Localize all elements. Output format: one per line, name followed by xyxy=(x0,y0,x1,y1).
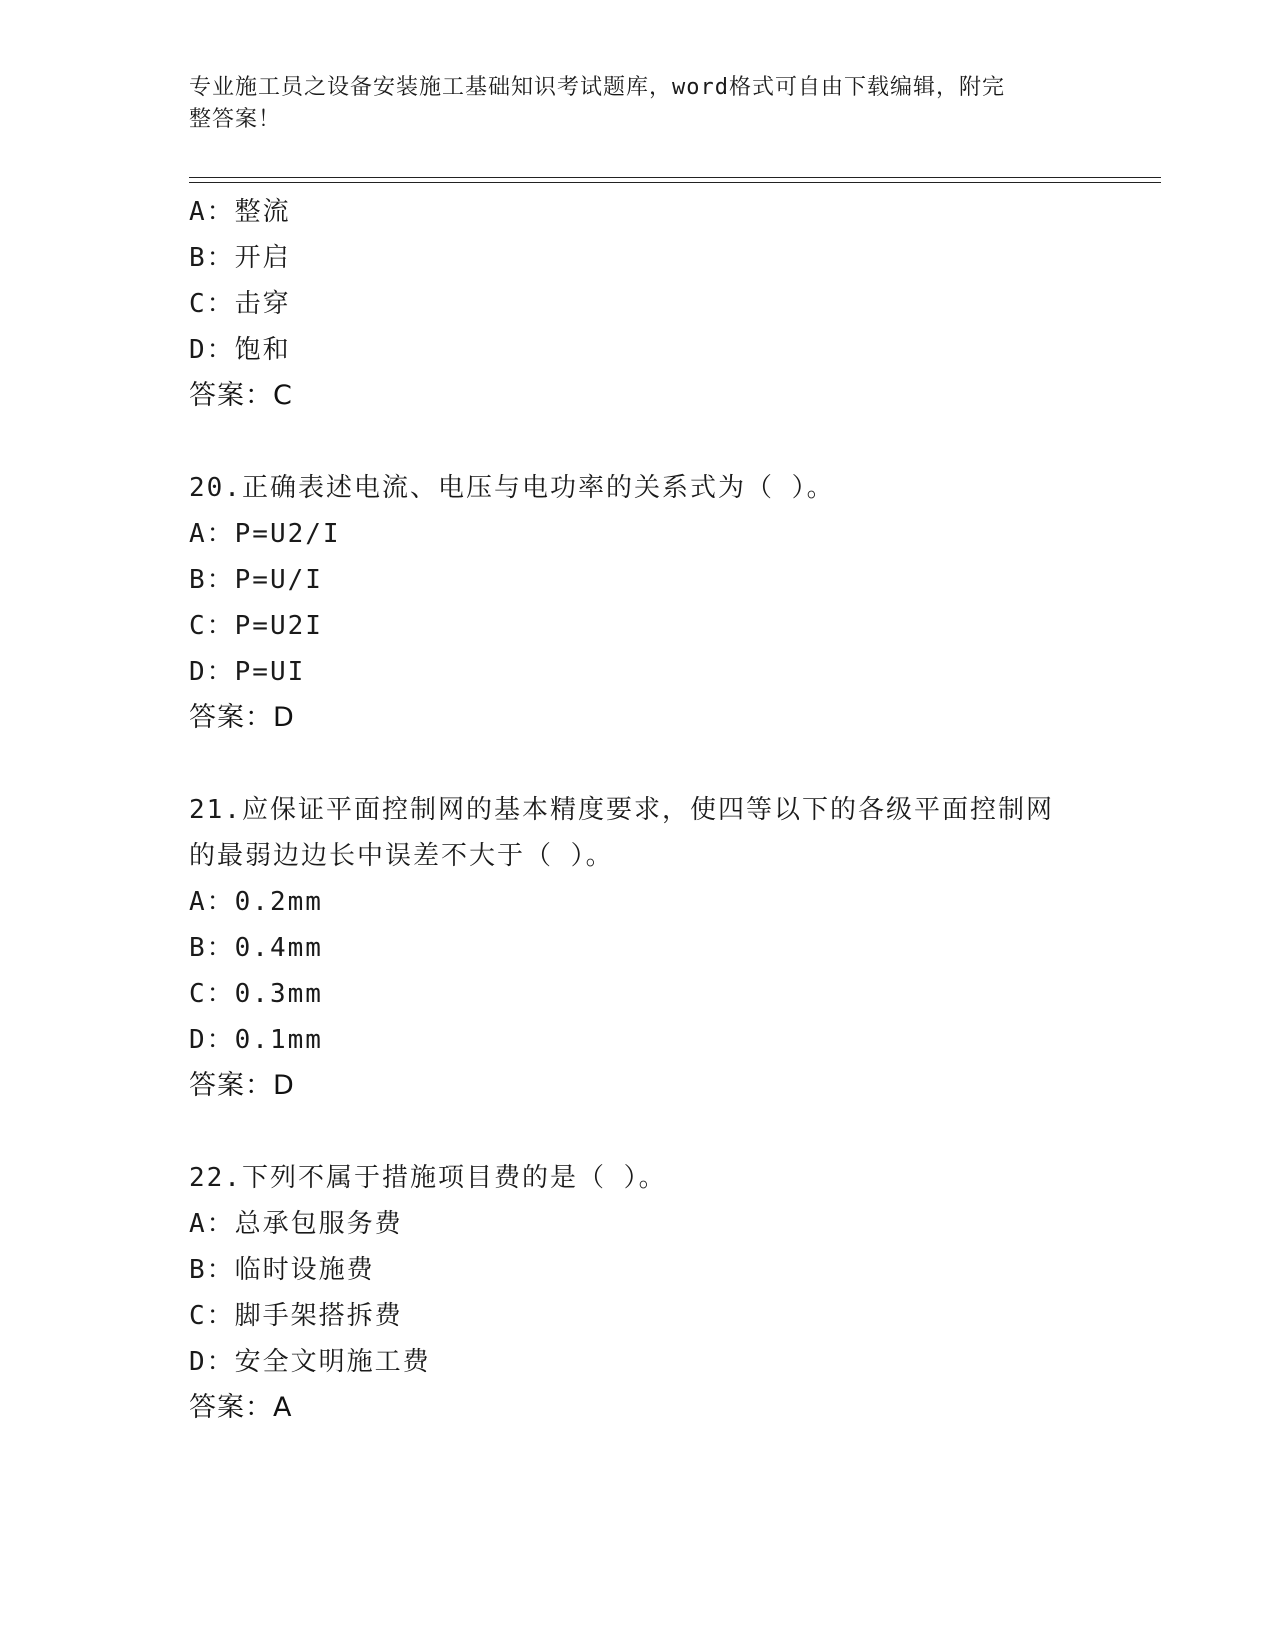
option-b: B：临时设施费 xyxy=(189,1255,375,1285)
option-c: C：0.3mm xyxy=(189,979,323,1009)
page-header xyxy=(189,72,1079,136)
option-c: C：P=U2I xyxy=(189,611,323,641)
option-d: D：P=UI xyxy=(189,657,306,687)
answer-line: 答案：D xyxy=(189,1070,295,1101)
option-c: C：脚手架搭拆费 xyxy=(189,1301,403,1331)
answer-line: 答案：A xyxy=(189,1392,293,1423)
option-d: D：安全文明施工费 xyxy=(189,1347,431,1377)
header-line-2: 整答案！ xyxy=(189,107,282,132)
option-a: A：0.2mm xyxy=(189,887,323,917)
question-22 xyxy=(189,1155,1129,1431)
option-d: D：饱和 xyxy=(189,335,291,365)
option-a: A：总承包服务费 xyxy=(189,1209,403,1239)
option-b: B：0.4mm xyxy=(189,933,323,963)
question-19-continued xyxy=(189,189,1129,419)
option-a: A：P=U2/I xyxy=(189,519,341,549)
question-stem: 21.应保证平面控制网的基本精度要求，使四等以下的各级平面控制网 的最弱边边长中误差不大于（ ）。 xyxy=(189,795,1054,871)
question-stem: 22.下列不属于措施项目费的是（ ）。 xyxy=(189,1163,667,1193)
answer-line: 答案：D xyxy=(189,702,295,733)
header-line-1: 专业施工员之设备安装施工基础知识考试题库，word格式可自由下载编辑，附完 xyxy=(189,75,1005,100)
option-b: B：开启 xyxy=(189,243,291,273)
header-rule-top xyxy=(189,177,1161,178)
option-d: D：0.1mm xyxy=(189,1025,323,1055)
option-c: C：击穿 xyxy=(189,289,291,319)
question-20 xyxy=(189,465,1129,741)
header-rule-bottom xyxy=(189,182,1161,183)
option-b: B：P=U/I xyxy=(189,565,323,595)
question-21 xyxy=(189,787,1129,1109)
answer-line: 答案：C xyxy=(189,380,293,411)
question-list xyxy=(189,189,1129,1431)
question-stem: 20.正确表述电流、电压与电功率的关系式为（ ）。 xyxy=(189,473,835,503)
option-a: A：整流 xyxy=(189,197,291,227)
